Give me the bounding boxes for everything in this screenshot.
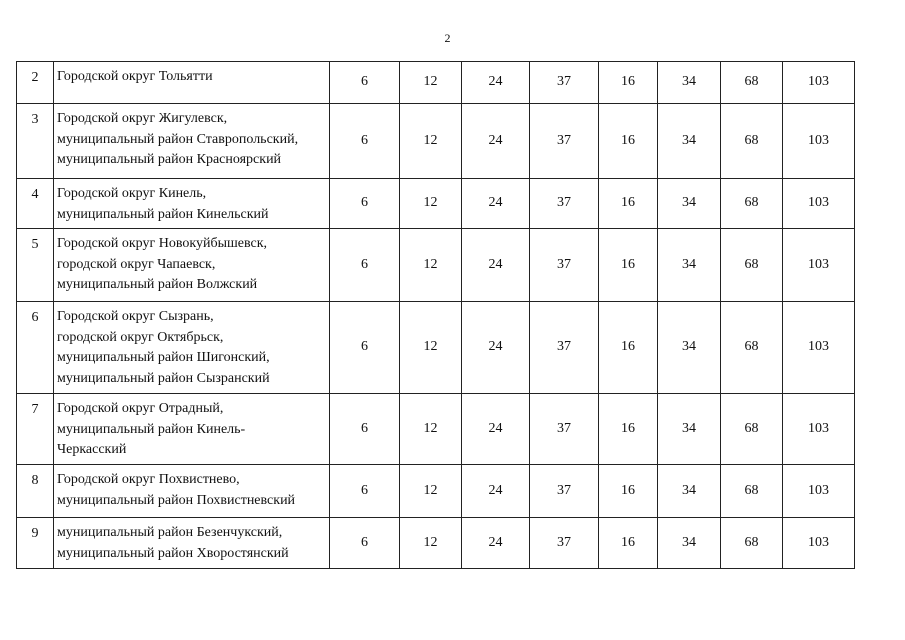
value-cell: 34 [658, 394, 721, 465]
table-row [17, 104, 855, 179]
table-row [17, 179, 855, 229]
value-cell: 12 [400, 518, 462, 569]
data-table [16, 61, 855, 569]
territory-name-line: Городской округ Тольятти [57, 69, 213, 84]
page-number: 2 [444, 31, 451, 45]
value-cell: 12 [400, 465, 462, 518]
value-cell: 24 [462, 394, 530, 465]
row-number-cell: 7 [17, 394, 54, 465]
value-cell: 34 [658, 465, 721, 518]
territory-name-line: городской округ Чапаевск, [57, 256, 216, 272]
territory-name-cell [54, 518, 330, 569]
value-cell: 6 [330, 518, 400, 569]
territory-name-line: муниципальный район Сызранский [57, 370, 270, 386]
value-cell: 37 [530, 179, 599, 229]
value-cell: 68 [721, 302, 783, 394]
value-cell: 37 [530, 465, 599, 518]
value-cell: 24 [462, 302, 530, 394]
value-cell: 16 [599, 518, 658, 569]
value-cell: 6 [330, 62, 400, 104]
value-cell: 12 [400, 62, 462, 104]
value-cell: 6 [330, 394, 400, 465]
value-cell: 16 [599, 229, 658, 302]
territory-name-cell [54, 465, 330, 518]
territory-name-line: муниципальный район Шигонский, [57, 350, 270, 365]
value-cell: 16 [599, 302, 658, 394]
value-cell: 103 [783, 518, 855, 569]
table-body [17, 62, 855, 569]
value-cell: 34 [658, 229, 721, 302]
value-cell: 34 [658, 179, 721, 229]
value-cell: 12 [400, 302, 462, 394]
value-cell: 68 [721, 465, 783, 518]
territory-name-cell [54, 229, 330, 302]
territory-name-cell [54, 104, 330, 179]
territory-name-line: городской округ Октябрьск, [57, 329, 224, 345]
territory-name-line: муниципальный район Похвистневский [57, 492, 296, 508]
territory-name-line: Городской округ Жигулевск, [57, 111, 228, 126]
value-cell: 6 [330, 179, 400, 229]
territory-name-line: муниципальный район Волжский [57, 277, 258, 292]
value-cell: 24 [462, 179, 530, 229]
value-cell: 37 [530, 104, 599, 179]
value-cell: 12 [400, 394, 462, 465]
value-cell: 24 [462, 465, 530, 518]
value-cell: 103 [783, 394, 855, 465]
value-cell: 16 [599, 62, 658, 104]
territory-name-line: Городской округ Отрадный, [57, 401, 224, 416]
territory-name-line: Городской округ Сызрань, [57, 309, 214, 324]
value-cell: 24 [462, 62, 530, 104]
value-cell: 34 [658, 518, 721, 569]
territory-name-cell [54, 302, 330, 394]
value-cell: 37 [530, 62, 599, 104]
table-row [17, 62, 855, 104]
value-cell: 68 [721, 179, 783, 229]
value-cell: 6 [330, 465, 400, 518]
value-cell: 24 [462, 229, 530, 302]
value-cell: 34 [658, 62, 721, 104]
territory-name-line: муниципальный район Кинель- [57, 421, 246, 437]
territory-name-cell [54, 62, 330, 104]
value-cell: 12 [400, 104, 462, 179]
value-cell: 68 [721, 104, 783, 179]
territory-name-line: муниципальный район Безенчукский, [57, 525, 283, 540]
row-number-cell: 5 [17, 229, 54, 302]
value-cell: 24 [462, 104, 530, 179]
territory-name-line: Городской округ Похвистнево, [57, 472, 240, 487]
value-cell: 12 [400, 229, 462, 302]
row-number-cell: 9 [17, 518, 54, 569]
value-cell: 34 [658, 302, 721, 394]
table-row [17, 518, 855, 569]
value-cell: 6 [330, 104, 400, 179]
value-cell: 103 [783, 179, 855, 229]
value-cell: 16 [599, 465, 658, 518]
row-number-cell: 6 [17, 302, 54, 394]
row-number-cell: 2 [17, 62, 54, 104]
value-cell: 103 [783, 104, 855, 179]
value-cell: 68 [721, 229, 783, 302]
territory-name-line: муниципальный район Ставропольский, [57, 131, 299, 147]
row-number-cell: 8 [17, 465, 54, 518]
table-row [17, 229, 855, 302]
value-cell: 16 [599, 104, 658, 179]
row-number-cell: 4 [17, 179, 54, 229]
territory-name-line: муниципальный район Хворостянский [57, 545, 289, 561]
value-cell: 16 [599, 179, 658, 229]
table-row [17, 302, 855, 394]
value-cell: 37 [530, 229, 599, 302]
value-cell: 6 [330, 229, 400, 302]
value-cell: 37 [530, 302, 599, 394]
table-row [17, 394, 855, 465]
row-number-cell: 3 [17, 104, 54, 179]
value-cell: 16 [599, 394, 658, 465]
value-cell: 103 [783, 229, 855, 302]
value-cell: 68 [721, 394, 783, 465]
value-cell: 37 [530, 394, 599, 465]
territory-name-line: муниципальный район Красноярский [57, 152, 282, 167]
value-cell: 37 [530, 518, 599, 569]
value-cell: 68 [721, 62, 783, 104]
territory-name-line: Городской округ Кинель, [57, 186, 207, 201]
value-cell: 12 [400, 179, 462, 229]
value-cell: 103 [783, 302, 855, 394]
value-cell: 6 [330, 302, 400, 394]
value-cell: 24 [462, 518, 530, 569]
value-cell: 103 [783, 465, 855, 518]
table-row [17, 465, 855, 518]
value-cell: 34 [658, 104, 721, 179]
territory-name-line: муниципальный район Кинельский [57, 206, 269, 222]
territory-name-cell [54, 394, 330, 465]
value-cell: 103 [783, 62, 855, 104]
territory-name-cell [54, 179, 330, 229]
territory-name-line: Городской округ Новокуйбышевск, [57, 236, 268, 251]
territory-name-line: Черкасский [57, 442, 127, 457]
value-cell: 68 [721, 518, 783, 569]
